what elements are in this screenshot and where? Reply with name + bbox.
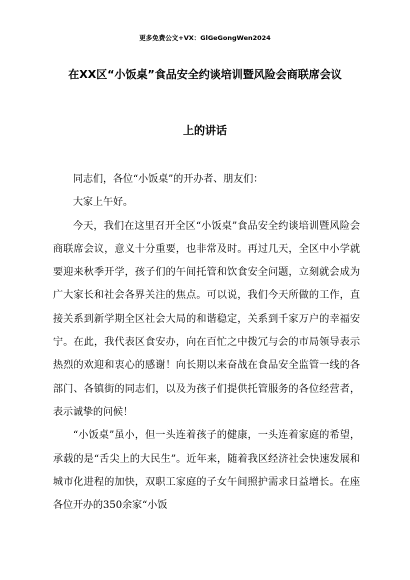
document-title: 在XX区“小饭桌”食品安全约谈培训暨风险会商联席会议 [68, 68, 342, 81]
salutation-paragraph: 同志们，各位“小饭桌”的开办者、朋友们： [73, 174, 264, 185]
body-paragraph: 今天，我们在这里召开全区“小饭桌”食品安全约谈培训暨风险会商联席会议，意义十分重要，也非常及时。再过几天，全区中小学就要迎来秋季开学，孩子们的午间托管和饮食安全问题，立刻就会成为广大家长和社会各界关注的焦点。可以说，我们今天所做的工作，直接关系到新学期全区社会大局的和谐稳定，关系到千家万户的幸福安宁。在此，我代表区食安办，向在百忙之中拨冗与会的市局领导表示热烈的欢迎和衷心的感谢！向长期以来奋战在食品安全监管一线的各部门、各镇街的同志们，以及为孩子们提供托管服务的各位经营者，表示诚挚的问候！ [53, 220, 360, 418]
greeting-paragraph: 大家上午好。 [73, 197, 133, 209]
header-note: 更多免费公文+VX：GlGeGongWen2024 [139, 34, 271, 42]
body-paragraph: “小饭桌”虽小，但一头连着孩子的健康，一头连着家庭的希望，承载的是“舌尖上的大民生”。近年来，随着我区经济社会快速发展和城市化进程的加快，双职工家庭的子女午间照护需求日益增长。在座各位开办的350余家“小饭 [53, 430, 360, 512]
speech-body [53, 168, 360, 517]
document-subtitle: 上的讲话 [183, 124, 227, 137]
